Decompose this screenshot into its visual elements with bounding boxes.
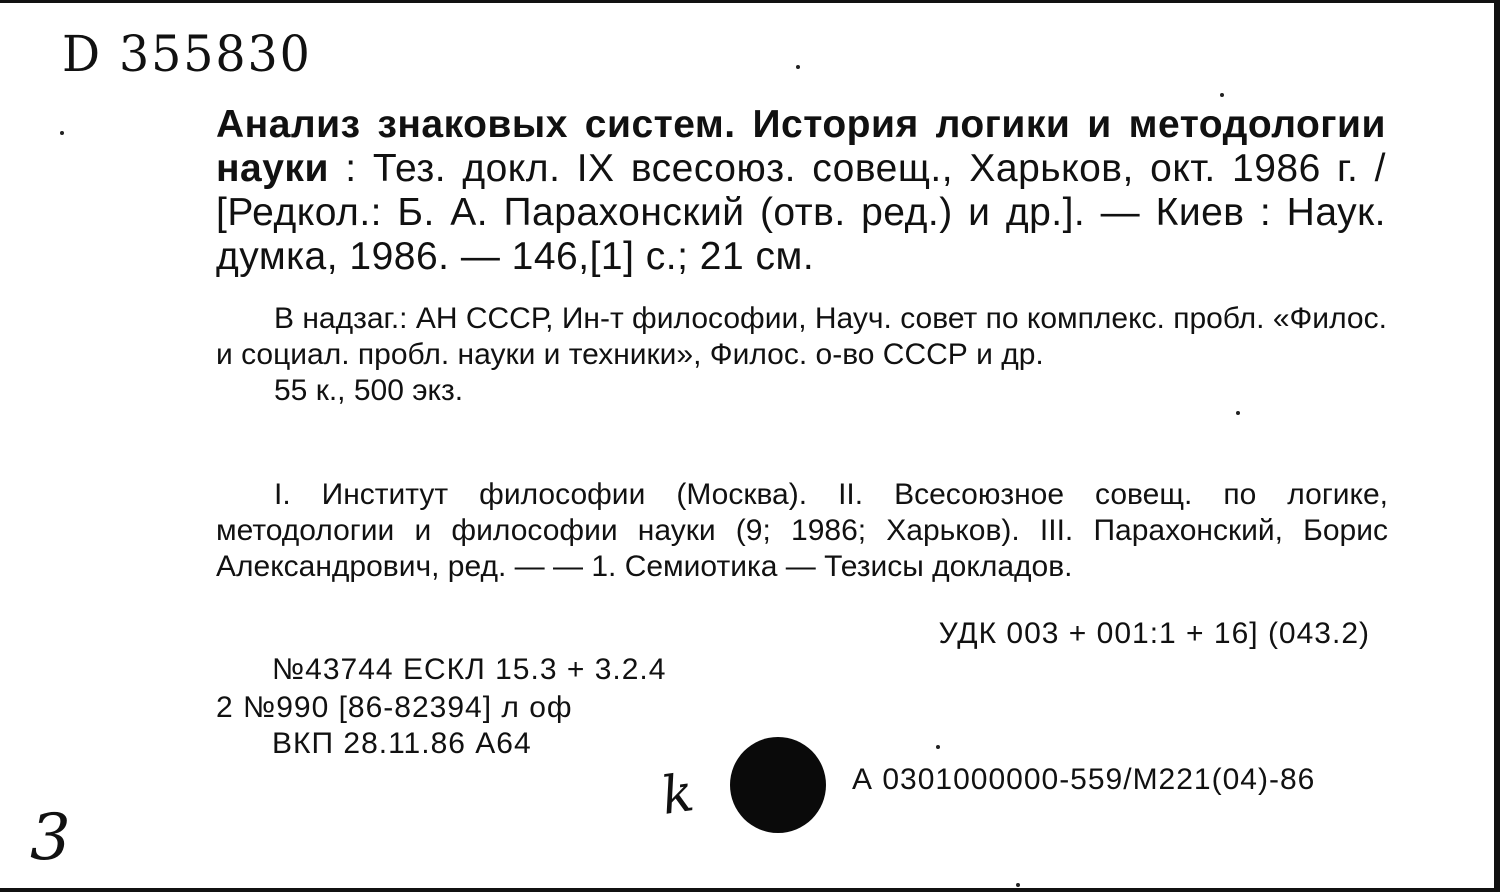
price-note: 55 к., 500 экз.	[274, 374, 464, 407]
bibliographic-entry	[216, 103, 1386, 279]
registration-line-3: ВКП 28.11.86 А64	[272, 727, 532, 760]
handwritten-digit: 3	[30, 801, 71, 875]
speck-mark	[1236, 411, 1240, 415]
subjects-text: I. Институт философии (Москва). II. Всесоюзное совещ. по логике, методологии и философии науки (9; 1986; Харьков). III. Парахонский, Борис Александрович, ред. — — 1. Семиотика — Тезисы докладов.	[216, 478, 1388, 583]
registration-line-1: №43744 ЕСКЛ 15.3 + 3.2.4	[272, 653, 667, 686]
registration-line-2: 2 №990 [86-82394] л оф	[216, 691, 573, 724]
speck-mark	[1016, 883, 1020, 887]
subject-headings	[216, 477, 1388, 585]
notes-block	[216, 301, 1388, 409]
classification-code: А 0301000000-559/М221(04)-86	[852, 763, 1316, 796]
udk-code: УДК 003 + 001:1 + 16] (043.2)	[938, 617, 1370, 650]
handwritten-initial: k	[657, 763, 698, 827]
book-title: Анализ знаковых систем. История логики и методологии науки	[216, 103, 1386, 190]
speck-mark	[796, 65, 800, 69]
speck-mark	[60, 131, 64, 135]
header-note: В надзаг.: АН СССР, Ин-т философии, Науч. совет по комплекс. пробл. «Филос. и социал. пробл. науки и техники», Филос. о-во СССР и др.	[216, 302, 1387, 371]
book-description: : Тез. докл. IX всесоюз. совещ., Харьков, окт. 1986 г. / [Редкол.: Б. А. Парахонский (отв. ред.) и др.]. — Киев : Наук. думка, 1986. — 146,[1] с.; 21 см.	[216, 147, 1386, 278]
call-number: D 355830	[62, 25, 312, 83]
speck-mark	[1220, 93, 1224, 97]
speck-mark	[936, 745, 940, 749]
punch-hole	[730, 737, 826, 833]
